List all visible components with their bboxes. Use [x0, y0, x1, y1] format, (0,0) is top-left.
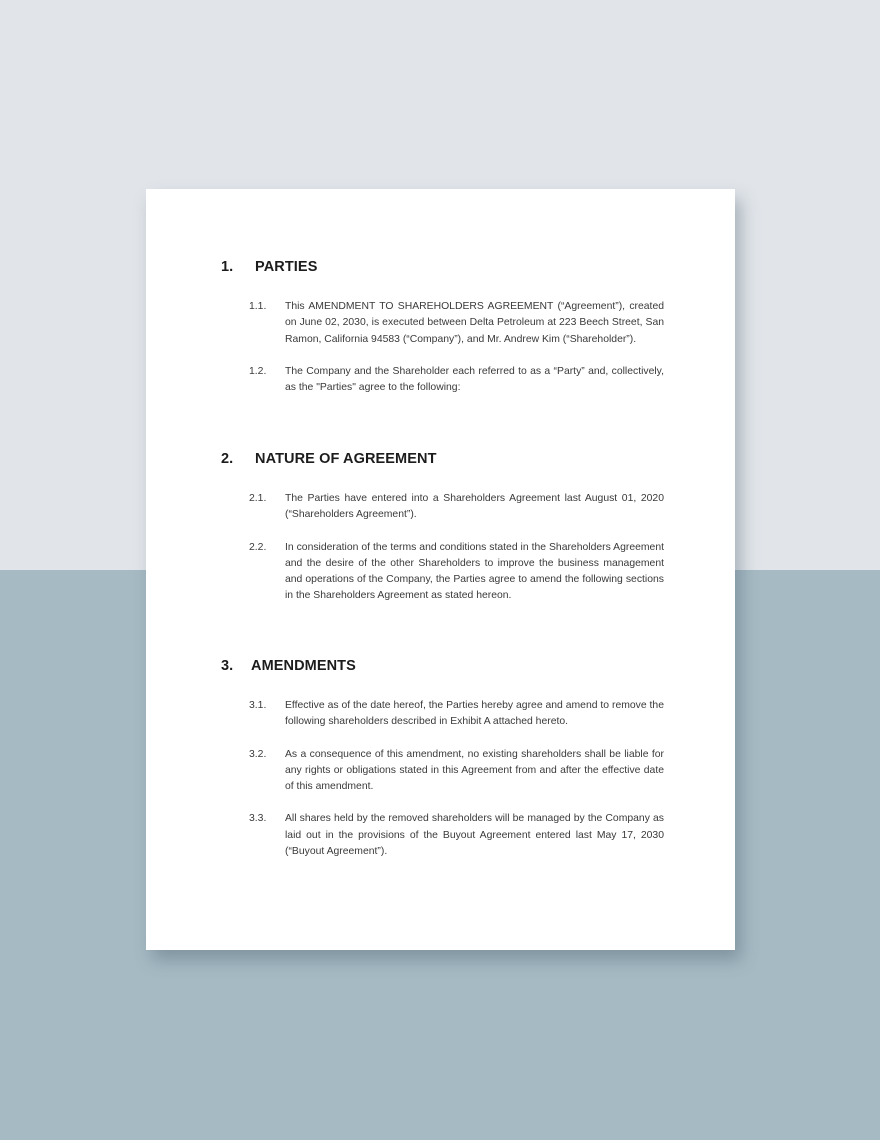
document-page — [146, 189, 735, 950]
clause-number: 3.1. — [249, 700, 267, 711]
section-heading — [221, 658, 664, 674]
section-parties — [221, 259, 664, 396]
clause-text: As a consequence of this amendment, no existing shareholders shall be liable for any rights or obligations stated in this Agreement from and after the effective date of this amendment. — [285, 748, 664, 793]
section-amendments — [221, 658, 664, 860]
clause — [249, 811, 664, 860]
clause-number: 2.2. — [249, 541, 267, 553]
clause — [249, 698, 664, 731]
clause-text: The Parties have entered into a Shareholders Agreement last August 01, 2020 (“Shareholders Agreement”). — [285, 493, 664, 521]
clause-text: The Company and the Shareholder each referred to as a “Party” and, collectively, as the "Parties" agree to the following: — [285, 365, 664, 394]
section-title: PARTIES — [255, 259, 318, 275]
clause — [249, 364, 664, 397]
clause-text: Effective as of the date hereof, the Parties hereby agree and amend to remove the following shareholders described in Exhibit A attached hereto. — [285, 700, 664, 728]
clause-text: This AMENDMENT TO SHAREHOLDERS AGREEMENT (“Agreement”), created on June 02, 2030, is executed between Delta Petroleum at 223 Beech Street, San Ramon, California 94583 (“Company”), and Mr. Andrew Kim (“Shareholder”). — [285, 301, 664, 345]
section-heading — [221, 451, 664, 467]
section-number: 3. — [221, 658, 234, 674]
clause-text: All shares held by the removed shareholders will be managed by the Company as laid out in the provisions of the Buyout Agreement entered last May 17, 2030 (“Buyout Agreement”). — [285, 813, 664, 858]
section-nature-of-agreement — [221, 451, 664, 605]
section-title: AMENDMENTS — [251, 658, 356, 674]
clause — [249, 299, 664, 348]
section-title: NATURE OF AGREEMENT — [255, 451, 437, 467]
clause-number: 2.1. — [249, 493, 267, 504]
section-heading — [221, 259, 664, 275]
clause — [249, 747, 664, 796]
clause — [249, 491, 664, 524]
clause — [249, 540, 664, 605]
clause-number: 3.3. — [249, 813, 267, 825]
clause-text: In consideration of the terms and conditions stated in the Shareholders Agreement and the desire of the other Shareholders to improve the business management and operations of the Company, the Parties agree to amend the following sections in the Shareholders Agreement as stated hereon. — [285, 541, 664, 602]
section-number: 2. — [221, 451, 234, 467]
section-number: 1. — [221, 259, 234, 275]
clause-number: 1.2. — [249, 365, 267, 377]
clause-number: 3.2. — [249, 748, 267, 760]
clause-number: 1.1. — [249, 301, 267, 312]
